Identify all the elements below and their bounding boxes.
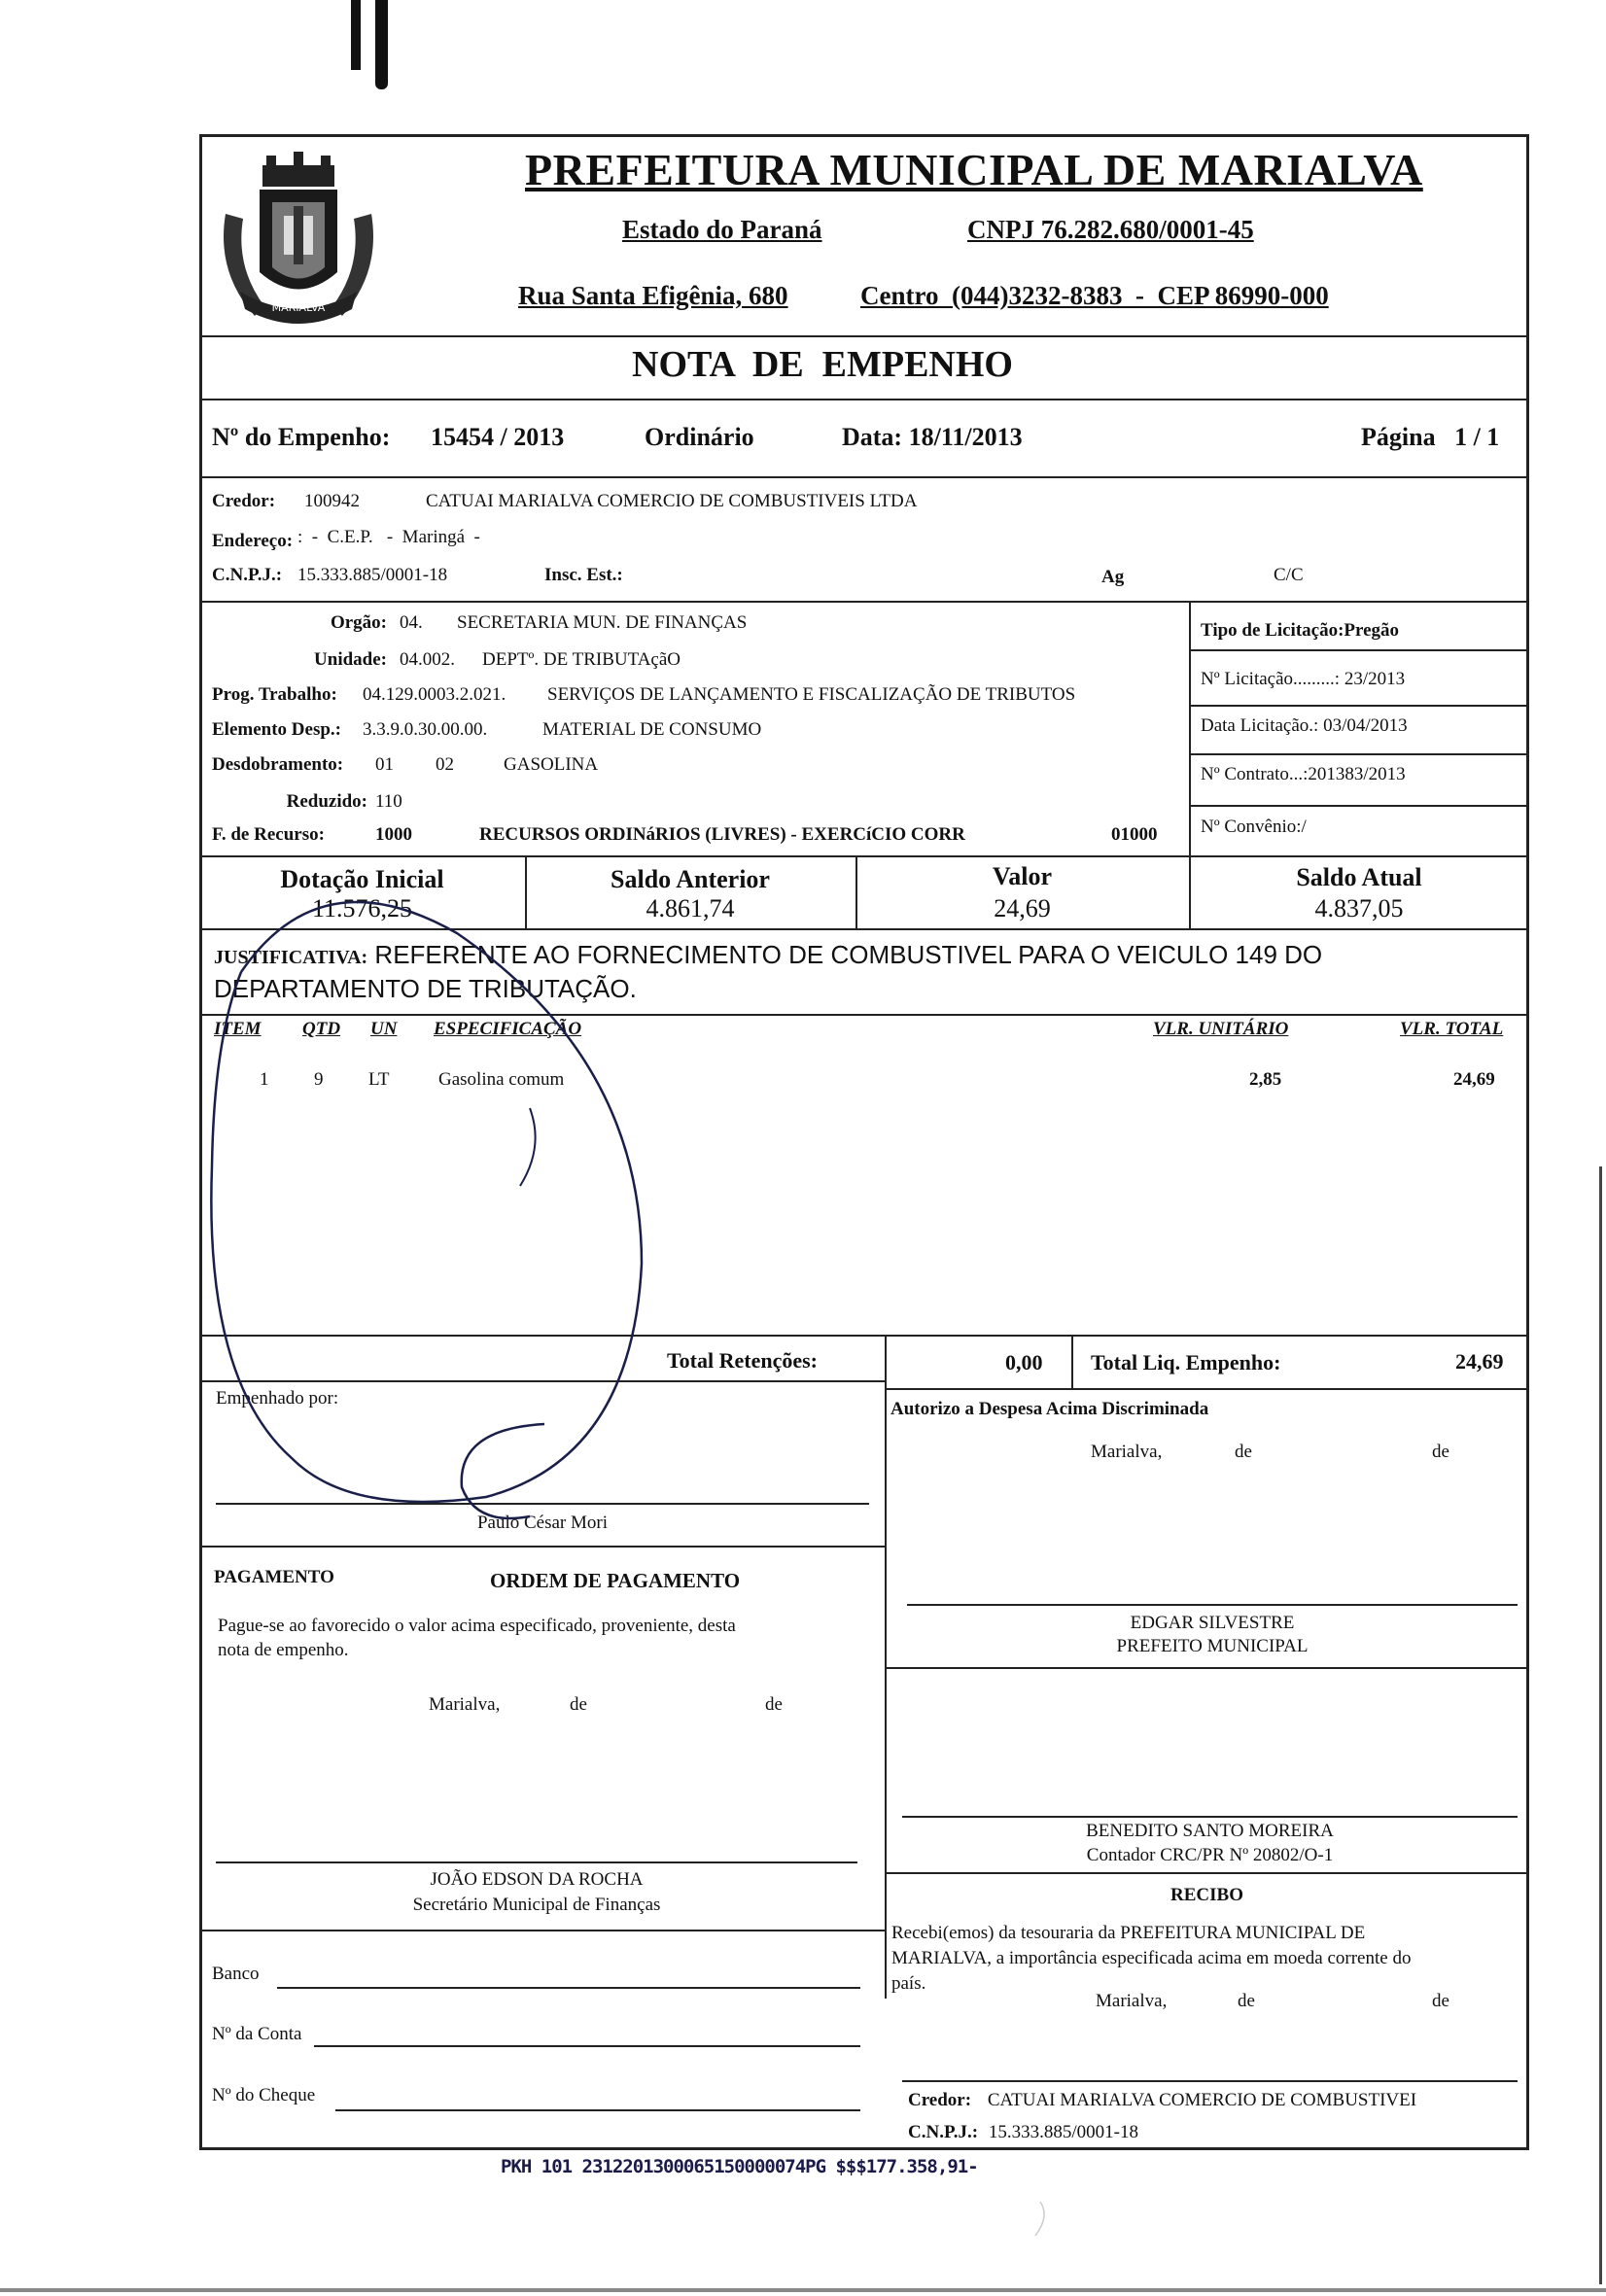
item-number: 1 bbox=[260, 1069, 269, 1090]
justificativa-label: JUSTIFICATIVA: bbox=[214, 947, 368, 968]
handwritten-signature bbox=[462, 1424, 544, 1518]
prefeito-cargo: PREFEITO MUNICIPAL bbox=[1116, 1636, 1309, 1656]
prog-label: Prog. Trabalho: bbox=[212, 684, 337, 705]
footer-authentication-code: PKH 101 2312201300065150000074PG $$$177.358,91- bbox=[501, 2156, 978, 2177]
conta-label: Nº da Conta bbox=[212, 2024, 302, 2044]
pagamento-de-2: de bbox=[765, 1694, 783, 1715]
saldo-atual-value: 4.837,05 bbox=[1314, 894, 1404, 922]
cnpj-label: C.N.P.J.: bbox=[212, 565, 283, 585]
recibo-texto-2: MARIALVA, a importância especificada acima em moeda corrente do bbox=[891, 1948, 1412, 1968]
recibo-title: RECIBO bbox=[1170, 1885, 1243, 1905]
credor-cnpj: 15.333.885/0001-18 bbox=[297, 565, 448, 585]
secretario-nome: JOÃO EDSON DA ROCHA bbox=[430, 1869, 644, 1890]
state-name: Estado do Paraná bbox=[622, 215, 822, 244]
empenho-date: Data: 18/11/2013 bbox=[842, 423, 1023, 451]
valor-label: Valor bbox=[992, 862, 1053, 890]
desdobramento-label: Desdobramento: bbox=[212, 754, 344, 775]
autorizo-text: Autorizo a Despesa Acima Discriminada bbox=[890, 1399, 1209, 1419]
handwritten-circle bbox=[211, 902, 642, 1502]
unidade-name: DEPTº. DE TRIBUTAçãO bbox=[482, 649, 681, 670]
insc-est-label: Insc. Est.: bbox=[544, 565, 623, 585]
empenho-type: Ordinário bbox=[645, 423, 754, 451]
item-vlr-unitario: 2,85 bbox=[1249, 1069, 1282, 1090]
recibo-credor-label: Credor: bbox=[908, 2090, 972, 2110]
recibo-de-1: de bbox=[1238, 1991, 1255, 2011]
empenhado-label: Empenhado por: bbox=[216, 1388, 339, 1409]
recurso-name: RECURSOS ORDINáRIOS (LIVRES) - EXERCíCIO CORR bbox=[479, 824, 965, 845]
pagamento-city: Marialva, bbox=[429, 1694, 501, 1715]
credor-address: : - C.E.P. - Maringá - bbox=[297, 527, 480, 547]
recibo-de-2: de bbox=[1432, 1991, 1449, 2011]
credor-code: 100942 bbox=[304, 491, 360, 511]
document-title: NOTA DE EMPENHO bbox=[632, 344, 1013, 385]
recibo-texto-1: Recebi(emos) da tesouraria da PREFEITURA MUNICIPAL DE bbox=[891, 1923, 1366, 1943]
scan-mark bbox=[0, 2288, 1606, 2292]
item-un: LT bbox=[368, 1069, 390, 1090]
desdobramento-name: GASOLINA bbox=[504, 754, 599, 775]
recibo-cnpj-value: 15.333.885/0001-18 bbox=[988, 2122, 1138, 2142]
col-vlr-unitario: VLR. UNITÁRIO bbox=[1153, 1019, 1289, 1039]
recurso-number: 01000 bbox=[1111, 824, 1158, 845]
scan-mark bbox=[1599, 1166, 1602, 2284]
liquido-value: 24,69 bbox=[1455, 1349, 1504, 1374]
item-vlr-total: 24,69 bbox=[1453, 1069, 1495, 1090]
col-especificacao: ESPECIFICAÇÃO bbox=[434, 1019, 582, 1039]
cnpj: CNPJ 76.282.680/0001-45 bbox=[967, 215, 1254, 244]
pagamento-texto-2: nota de empenho. bbox=[218, 1640, 349, 1660]
recibo-texto-3: país. bbox=[891, 1973, 926, 1994]
justificativa-text-2: DEPARTAMENTO DE TRIBUTAÇÃO. bbox=[214, 974, 637, 1003]
autorizo-de-1: de bbox=[1235, 1442, 1252, 1462]
saldo-atual-label: Saldo Atual bbox=[1296, 863, 1422, 891]
autorizo-de-2: de bbox=[1432, 1442, 1449, 1462]
empenho-number-label: Nº do Empenho: bbox=[212, 423, 391, 451]
prog-name: SERVIÇOS DE LANÇAMENTO E FISCALIZAÇÃO DE TRIBUTOS bbox=[547, 684, 1076, 705]
col-un: UN bbox=[370, 1019, 398, 1039]
valor-value: 24,69 bbox=[994, 894, 1051, 922]
pagamento-label: PAGAMENTO bbox=[214, 1567, 334, 1587]
dotacao-inicial-label: Dotação Inicial bbox=[280, 865, 444, 893]
recurso-label: F. de Recurso: bbox=[212, 824, 325, 845]
svg-text:MARIALVA: MARIALVA bbox=[271, 301, 326, 314]
credor-name: CATUAI MARIALVA COMERCIO DE COMBUSTIVEIS LTDA bbox=[426, 491, 918, 511]
licitacao-tipo: Tipo de Licitação:Pregão bbox=[1201, 620, 1400, 641]
agency-label: Ag bbox=[1101, 567, 1125, 587]
desdobramento-a: 01 bbox=[375, 754, 394, 775]
licitacao-numero: Nº Licitação.........: 23/2013 bbox=[1201, 669, 1406, 689]
handwritten-stroke bbox=[520, 1108, 536, 1186]
recurso-code: 1000 bbox=[375, 824, 412, 845]
col-qtd: QTD bbox=[302, 1019, 341, 1039]
liquido-label: Total Liq. Empenho: bbox=[1091, 1350, 1281, 1374]
contador-cargo: Contador CRC/PR Nº 20802/O-1 bbox=[1086, 1845, 1334, 1865]
prog-code: 04.129.0003.2.021. bbox=[363, 684, 506, 705]
contador-nome: BENEDITO SANTO MOREIRA bbox=[1086, 1821, 1334, 1841]
orgao-label: Orgão: bbox=[330, 612, 387, 633]
address-contact: Centro (044)3232-8383 - CEP 86990-000 bbox=[860, 281, 1329, 310]
secretario-cargo: Secretário Municipal de Finanças bbox=[412, 1895, 661, 1915]
orgao-name: SECRETARIA MUN. DE FINANÇAS bbox=[457, 612, 748, 633]
saldo-anterior-value: 4.861,74 bbox=[646, 894, 735, 922]
page-title: PREFEITURA MUNICIPAL DE MARIALVA bbox=[525, 145, 1423, 194]
handwritten-stroke bbox=[1035, 2202, 1044, 2236]
address-street: Rua Santa Efigênia, 680 bbox=[518, 281, 788, 310]
elemento-code: 3.3.9.0.30.00.00. bbox=[363, 719, 488, 740]
item-qtd: 9 bbox=[314, 1069, 324, 1090]
elemento-label: Elemento Desp.: bbox=[212, 719, 341, 740]
autorizo-city: Marialva, bbox=[1091, 1442, 1163, 1462]
unidade-label: Unidade: bbox=[314, 649, 387, 670]
col-item: ITEM bbox=[214, 1019, 262, 1039]
col-vlr-total: VLR. TOTAL bbox=[1400, 1019, 1504, 1039]
dotacao-inicial-value: 11.576,25 bbox=[311, 894, 413, 922]
elemento-name: MATERIAL DE CONSUMO bbox=[542, 719, 762, 740]
empenho-number: 15454 / 2013 bbox=[431, 423, 565, 451]
prefeito-nome: EDGAR SILVESTRE bbox=[1130, 1613, 1295, 1633]
licitacao-data: Data Licitação.: 03/04/2013 bbox=[1201, 715, 1408, 736]
contrato-number: Nº Contrato...:201383/2013 bbox=[1201, 764, 1406, 784]
account-label: C/C bbox=[1274, 565, 1304, 585]
recibo-cnpj-label: C.N.P.J.: bbox=[908, 2122, 979, 2142]
reduzido-label: Reduzido: bbox=[286, 791, 367, 812]
pagamento-de-1: de bbox=[570, 1694, 587, 1715]
saldo-anterior-label: Saldo Anterior bbox=[611, 865, 770, 893]
unidade-code: 04.002. bbox=[400, 649, 455, 670]
reduzido-value: 110 bbox=[375, 791, 402, 812]
credor-label: Credor: bbox=[212, 491, 276, 511]
convenio-number: Nº Convênio:/ bbox=[1201, 817, 1307, 837]
pagamento-texto-1: Pague-se ao favorecido o valor acima especificado, proveniente, desta bbox=[218, 1616, 736, 1636]
item-especificacao: Gasolina comum bbox=[438, 1069, 565, 1090]
retencoes-label: Total Retenções: bbox=[667, 1348, 818, 1373]
empenhado-nome: Paulo César Mori bbox=[476, 1513, 609, 1533]
desdobramento-b: 02 bbox=[436, 754, 454, 775]
orgao-code: 04. bbox=[400, 612, 423, 633]
cheque-label: Nº do Cheque bbox=[212, 2085, 316, 2105]
retencoes-value: 0,00 bbox=[1005, 1350, 1043, 1374]
justificativa-text-1: REFERENTE AO FORNECIMENTO DE COMBUSTIVEL PARA O VEICULO 149 DO bbox=[374, 940, 1323, 969]
ordem-pagamento-label: ORDEM DE PAGAMENTO bbox=[490, 1569, 741, 1592]
recibo-credor-name: CATUAI MARIALVA COMERCIO DE COMBUSTIVEI bbox=[987, 2090, 1417, 2110]
recibo-city: Marialva, bbox=[1096, 1991, 1168, 2011]
banco-label: Banco bbox=[212, 1964, 260, 1984]
page-number: Página 1 / 1 bbox=[1361, 423, 1500, 451]
address-label: Endereço: bbox=[212, 531, 294, 551]
